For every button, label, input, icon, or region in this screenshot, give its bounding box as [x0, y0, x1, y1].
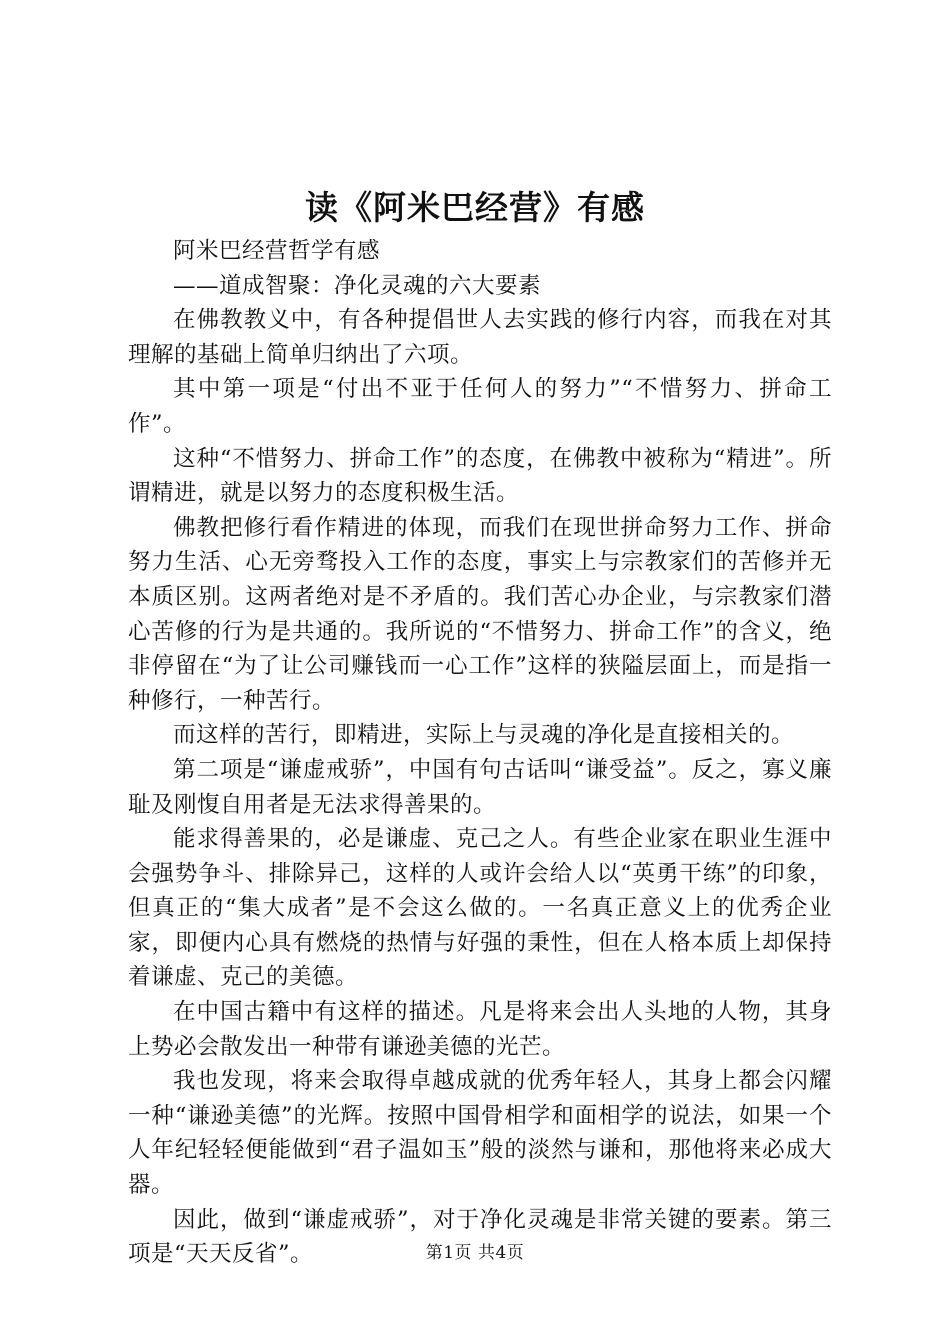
- paragraph: 能求得善果的，必是谦虚、克己之人。有些企业家在职业生涯中会强势争斗、排除异己，这样的人或许会给人以“英勇干练”的印象，但真正的“集大成者”是不会这么做的。一名真正意义上的优秀企业家，即便内心具有燃烧的热情与好强的秉性，但在人格本质上却保持着谦虚、克己的美德。: [128, 826, 832, 991]
- paragraph: 在佛教教义中，有各种提倡世人去实践的修行内容，而我在对其理解的基础上简单归纳出了六项。: [128, 307, 832, 368]
- page-number-footer: 第1页 共4页: [425, 1243, 525, 1263]
- paragraph: 佛教把修行看作精进的体现，而我们在现世拼命努力工作、拼命努力生活、心无旁骛投入工作的态度，事实上与宗教家们的苦修并无本质区别。这两者绝对是不矛盾的。我们苦心办企业，与宗教家们潜心苦修的行为是共通的。我所说的“不惜努力、拼命工作”的含义，绝非停留在“为了让公司赚钱而一心工作”这样的狭隘层面上，而是指一种修行，一种苦行。: [128, 514, 832, 714]
- document-body: [128, 234, 832, 1272]
- paragraph: 其中第一项是“付出不亚于任何人的努力”“不惜努力、拼命工作”。: [128, 376, 832, 437]
- paragraph: 这种“不惜努力、拼命工作”的态度，在佛教中被称为“精进”。所谓精进，就是以努力的态度积极生活。: [128, 445, 832, 507]
- paragraph: 在中国古籍中有这样的描述。凡是将来会出人头地的人物，其身上势必会散发出一种带有谦逊美德的光芒。: [128, 999, 832, 1060]
- paragraph-subtitle: 阿米巴经营哲学有感: [173, 238, 381, 264]
- paragraph: 我也发现，将来会取得卓越成就的优秀年轻人，其身上都会闪耀一种“谦逊美德”的光辉。按照中国骨相学和面相学的说法，如果一个人年纪轻轻便能做到“君子温如玉”般的淡然与谦和，那他将来必成大器。: [128, 1068, 832, 1199]
- document-title: 读《阿米巴经营》有感: [305, 188, 645, 227]
- paragraph: 而这样的苦行，即精进，实际上与灵魂的净化是直接相关的。: [173, 722, 795, 749]
- paragraph-subheading: ——道成智聚：净化灵魂的六大要素: [173, 272, 542, 299]
- paragraph: 第二项是“谦虚戒骄”，中国有句古话叫“谦受益”。反之，寡义廉耻及刚愎自用者是无法求得善果的。: [128, 756, 832, 818]
- paragraph: 因此，做到“谦虚戒骄”，对于净化灵魂是非常关键的要素。第三项是“天天反省”。: [128, 1206, 832, 1268]
